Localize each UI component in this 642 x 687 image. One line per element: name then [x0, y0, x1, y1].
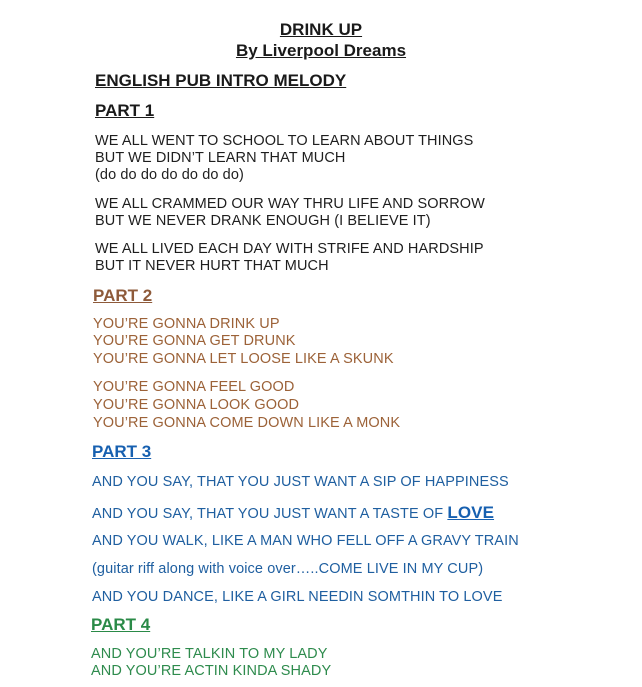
- intro-heading: ENGLISH PUB INTRO MELODY: [95, 71, 347, 90]
- song-author: By Liverpool Dreams: [235, 41, 407, 60]
- part-2-heading: PART 2: [93, 286, 153, 305]
- lyric-line: (do do do do do do do): [95, 167, 244, 183]
- lyric-line: AND YOU WALK, LIKE A MAN WHO FELL OFF A GRAVY TRAIN: [92, 533, 519, 549]
- lyric-line-text: AND YOU SAY, THAT YOU JUST WANT A TASTE OF: [92, 506, 448, 522]
- lyric-line: YOU’RE GONNA LET LOOSE LIKE A SKUNK: [93, 351, 394, 367]
- lyric-line: (guitar riff along with voice over…..COME LIVE IN MY CUP): [92, 561, 484, 577]
- lyric-line: YOU’RE GONNA COME DOWN LIKE A MONK: [93, 415, 401, 431]
- lyric-line: [92, 503, 494, 523]
- lyric-line: YOU’RE GONNA DRINK UP: [93, 316, 280, 332]
- part-1-heading: PART 1: [95, 101, 155, 120]
- lyric-line: BUT WE DIDN’T LEARN THAT MUCH: [95, 150, 346, 166]
- lyric-line: AND YOU’RE TALKIN TO MY LADY: [91, 646, 328, 662]
- lyric-line: BUT WE NEVER DRANK ENOUGH (I BELIEVE IT): [95, 213, 431, 229]
- part-3-heading: PART 3: [92, 442, 152, 461]
- part-4-heading: PART 4: [91, 615, 151, 634]
- lyric-line: YOU’RE GONNA GET DRUNK: [93, 333, 296, 349]
- lyric-line: AND YOU SAY, THAT YOU JUST WANT A SIP OF HAPPINESS: [92, 474, 509, 490]
- lyric-line: WE ALL CRAMMED OUR WAY THRU LIFE AND SORROW: [95, 196, 485, 212]
- lyric-line: AND YOU DANCE, LIKE A GIRL NEEDIN SOMTHIN TO LOVE: [92, 589, 503, 605]
- lyric-line: AND YOU’RE ACTIN KINDA SHADY: [91, 663, 332, 679]
- lyric-line: WE ALL LIVED EACH DAY WITH STRIFE AND HARDSHIP: [95, 241, 484, 257]
- song-title: DRINK UP: [279, 20, 363, 39]
- love-emphasis: LOVE: [447, 503, 495, 522]
- lyric-line: WE ALL WENT TO SCHOOL TO LEARN ABOUT THINGS: [95, 133, 474, 149]
- lyric-line: YOU’RE GONNA FEEL GOOD: [93, 379, 295, 395]
- lyric-line: BUT IT NEVER HURT THAT MUCH: [95, 258, 329, 274]
- lyric-line: YOU’RE GONNA LOOK GOOD: [93, 397, 300, 413]
